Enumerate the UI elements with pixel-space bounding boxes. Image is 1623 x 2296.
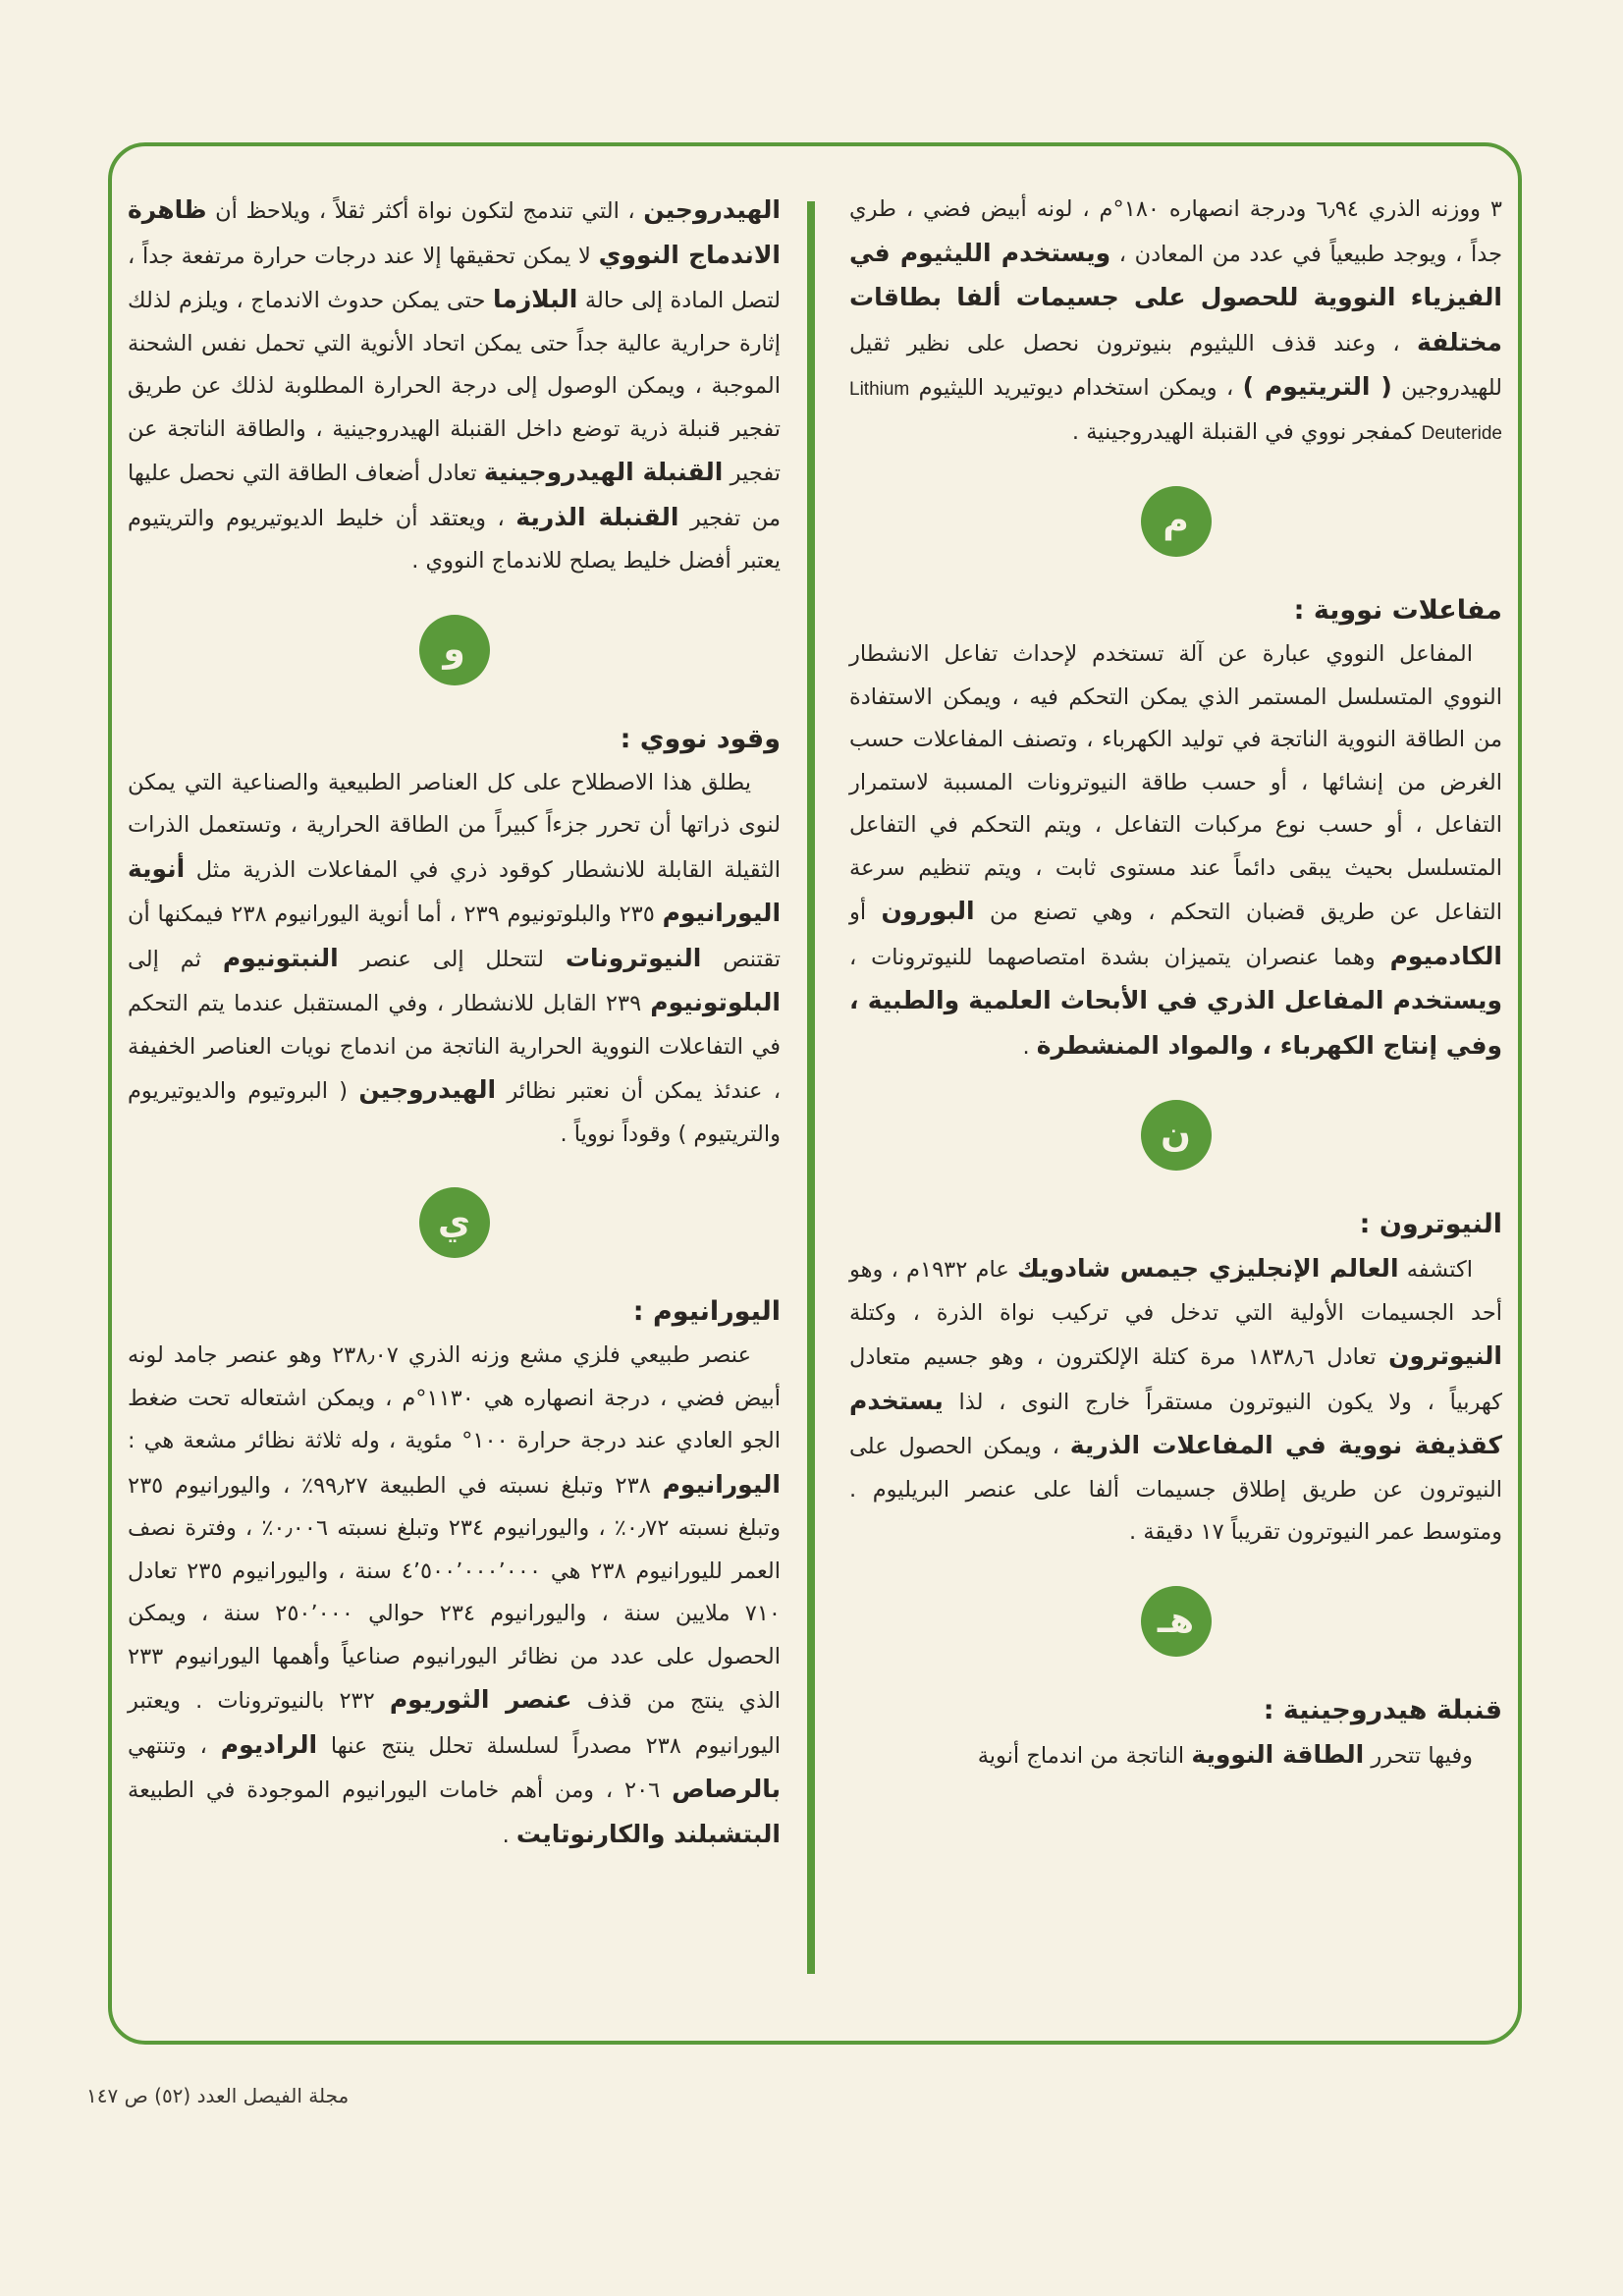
bold-term: البورون	[881, 897, 975, 925]
text-run: ، ويعتقد أن خليط الديوتيريوم والتريتيوم يعتبر أفضل خليط يصلح للاندماج النووي .	[128, 505, 781, 574]
bold-term: بالرصاص	[672, 1775, 781, 1803]
hbomb-paragraph	[849, 1733, 1502, 1778]
text-run: ، التي تندمج لتكون نواة أكثر ثقلاً ، ويلاحظ أن	[206, 198, 644, 224]
letter-badge-icon: و	[419, 615, 490, 685]
section-heading-uranium: اليورانيوم :	[632, 1296, 781, 1327]
text-run: لتتحلل إلى عنصر	[338, 946, 566, 972]
column-divider	[807, 201, 815, 1974]
text-run: ٢٠٦ ، ومن أهم خامات اليورانيوم الموجودة في الطبيعة	[128, 1777, 673, 1803]
text-run: تعادل أضعاف الطاقة التي نحصل عليها من تفجير	[128, 461, 781, 531]
section-heading-hbomb: قنبلة هيدروجينية :	[1263, 1694, 1502, 1725]
reactors-paragraph	[849, 633, 1502, 1068]
letter-badge-icon: م	[1141, 486, 1212, 557]
text-run: لا يمكن تحقيقها إلا عند درجات حرارة مرتفعة جداً ، لتصل المادة إلى حالة	[128, 243, 781, 313]
bold-term: الكادميوم	[1389, 941, 1502, 970]
neutron-paragraph	[849, 1247, 1502, 1555]
bold-term: القنبلة الذرية	[515, 502, 679, 531]
bold-term: أنوية اليورانيوم	[128, 853, 782, 927]
text-run: الناتجة من اندماج أنوية	[977, 1742, 1192, 1769]
bold-term: القنبلة الهيدروجينية	[483, 458, 724, 486]
right-intro-paragraph	[849, 189, 1502, 455]
text-run: تعادل ١٨٣٨٫٦ مرة كتلة الإلكترون ، وهو جسيم متعادل كهربياً ، ولا يكون النيوترون مستقراً خارج النوى ، لذا	[849, 1344, 1502, 1415]
section-badge-wrap	[849, 1068, 1502, 1202]
bold-term: ويستخدم الليثيوم في الفيزياء النووية للحصول على جسيمات ألفا بطاقات مختلفة	[849, 238, 1502, 356]
text-run: وفيها تتحرر	[1364, 1742, 1473, 1769]
bold-term: البتشبلند والكارنوتايت	[515, 1819, 781, 1848]
bold-term: البلازما	[492, 285, 578, 313]
bold-term: الهيدروجين	[358, 1075, 497, 1104]
left-column	[128, 189, 781, 1857]
text-run: حتى يمكن حدوث الاندماج ، ويلزم لذلك إثارة حرارية عالية جداً حتى يمكن اتحاد الأنوية التي تحمل نفس الشحنة الموجبة ، ويمكن الوصول إلى درجة الحرارة المطلوبة لذلك عن طريق تفجير قنبلة ذرية توضع داخل القنبلة الهيدروجينية ، والطاقة الناتجة عن تفجير	[128, 288, 782, 486]
text-run: كمفجر نووي في القنبلة الهيدروجينية .	[1071, 418, 1422, 445]
text-run: أو	[849, 900, 882, 925]
text-run: عنصر طبيعي فلزي مشع وزنه الذري ٢٣٨٫٠٧ وهو عنصر جامد لونه أبيض فضي ، درجة انصهاره هي ١١٣٠°م ، ويمكن اشتعاله تحت ضغط الجو العادي عند درجة حرارة ١٠٠° مئوية ، وله ثلاثة نظائر مشعة هي :	[128, 1342, 781, 1453]
text-run: يطلق هذا الاصطلاح على كل العناصر الطبيعية والصناعية التي يمكن لنوى ذراتها أن تحرر جزءاً كبيراً من الطاقة الحرارية ، وتستعمل الذرات الثقيلة القابلة للانشطار كوقود ذري في المفاعلات الذرية مثل	[128, 769, 781, 883]
bold-term: الراديوم	[220, 1729, 318, 1759]
section-badge-wrap	[128, 1156, 781, 1289]
right-column	[849, 189, 1502, 1777]
bold-term: يستخدم كقذيفة نووية في المفاعلات الذرية	[849, 1386, 1502, 1459]
text-run: عام ١٩٣٢م ، وهو أحد الجسيمات الأولية التي تدخل في تركيب نواة الذرة ، وكتلة	[849, 1257, 1502, 1326]
section-badge-wrap	[849, 455, 1502, 588]
bold-term: الهيدروجين	[643, 195, 781, 224]
text-run: .	[502, 1822, 516, 1848]
bold-term: ويستخدم المفاعل الذري في الأبحاث العلمية والطبية ، وفي إنتاج الكهرباء ، والمواد المنشطرة	[849, 986, 1502, 1060]
bold-term: الطاقة النووية	[1191, 1739, 1365, 1769]
bold-term: النيوترونات	[565, 943, 702, 972]
text-run: ٢٣٥ والبلوتونيوم ٢٣٩ ، أما أنوية اليورانيوم ٢٣٨ فيمكنها أن تقتنص	[128, 902, 781, 972]
text-run: وهما عنصران يتميزان بشدة امتصاصهما للنيوترونات ،	[849, 944, 1390, 970]
section-heading-fuel: وقود نووي :	[620, 723, 781, 754]
text-run: اكتشفه	[1398, 1257, 1473, 1283]
latin-term: Lithium Deuteride	[849, 379, 1502, 444]
bold-term: البلوتونيوم	[650, 988, 781, 1016]
fuel-paragraph	[128, 762, 781, 1157]
section-badge-wrap	[128, 583, 781, 717]
text-run: ٢٣٢ بالنيوترونات . ويعتبر اليورانيوم ٢٣٨ مصدراً لسلسلة تحلل ينتج عنها	[128, 1688, 781, 1759]
letter-badge-icon: ن	[1141, 1100, 1212, 1171]
text-run: .	[1022, 1033, 1037, 1060]
text-run: ( البروتيوم والديوتيريوم والتريتيوم ) وقوداً نووياً .	[128, 1078, 781, 1147]
text-run: ٢٣٩ القابل للانشطار ، وفي المستقبل عندما يتم التحكم في التفاعلات النووية الحرارية الناتجة من اندماج نويات العناصر الخفيفة ، عندئذ يمكن أن نعتبر نظائر	[128, 991, 781, 1104]
bold-term: اليورانيوم	[662, 1469, 781, 1499]
text-run: ٢٣٨ وتبلغ نسبته في الطبيعة ٩٩٫٢٧٪ ، واليورانيوم ٢٣٥ وتبلغ نسبته ٠٫٧٢٪ ، واليورانيوم ٢٣٤ وتبلغ نسبته ٠٫٠٠٦٪ ، وفترة نصف العمر لليورانيوم ٢٣٨ هي ٤٬٥٠٠٬٠٠٠٬٠٠٠ سنة ، واليورانيوم ٢٣٥ تعادل ٧١٠ ملايين سنة ، واليورانيوم ٢٣٤ حوالي ٢٥٠٬٠٠٠ سنة ، ويمكن الحصول على عدد من نظائر اليورانيوم صناعياً وأهمها اليورانيوم ٢٣٣ الذي ينتج من قذف	[128, 1472, 782, 1714]
text-run: ، ويمكن استخدام ديوتيريد الليثيوم	[909, 375, 1243, 401]
letter-badge-icon: ي	[419, 1187, 490, 1258]
section-heading-neutron: النيوترون :	[1359, 1209, 1502, 1239]
bold-term: ظاهرة الاندماج النووي	[128, 195, 782, 269]
bold-term: النبتونيوم	[222, 943, 339, 972]
text-run: ، وعند قذف الليثيوم بنيوترون نحصل على نظير ثقيل للهيدروجين	[849, 330, 1502, 401]
section-badge-wrap	[849, 1555, 1502, 1688]
bold-term: العالم الإنجليزي جيمس شادويك	[1016, 1254, 1399, 1283]
text-run: ثم إلى	[128, 946, 223, 972]
left-intro-paragraph	[128, 189, 781, 583]
text-run: ، وتنتهي	[128, 1732, 221, 1759]
bold-term: النيوترون	[1388, 1341, 1502, 1370]
text-run: المفاعل النووي عبارة عن آلة تستخدم لإحداث تفاعل الانشطار النووي المتسلسل المستمر الذي يمكن التحكم فيه ، ويمكن الاستفادة من الطاقة النووية الناتجة في توليد الكهرباء ، وتصنف المفاعلات حسب الغرض من إنشائها ، أو حسب طاقة النيوترونات المسببة لاستمرار التفاعل ، أو حسب نوع مركبات التفاعل ، ويتم التحكم في التفاعل المتسلسل بحيث يبقى دائماً عند مستوى ثابت ، ويتم تنظيم سرعة التفاعل عن طريق قضبان التحكم ، وهي تصنع من	[849, 641, 1502, 925]
page-footer: مجلة الفيصل العدد (٥٢) ص ١٤٧	[86, 2084, 350, 2107]
bold-term: عنصر الثوريوم	[389, 1685, 572, 1714]
letter-badge-icon: هـ	[1141, 1586, 1212, 1657]
text-run: ٣ ووزنه الذري ٦٫٩٤ ودرجة انصهاره ١٨٠°م ، لونه أبيض فضي ، طري جداً ، ويوجد طبيعياً في عدد من المعادن ،	[849, 196, 1502, 267]
bold-term: ( التريتيوم )	[1242, 372, 1392, 401]
text-run: ، ويمكن الحصول على النيوترون عن طريق إطلاق جسيمات ألفا على عنصر البريليوم . ومتوسط عمر النيوترون تقريباً ١٧ دقيقة .	[849, 1434, 1502, 1545]
uranium-paragraph	[128, 1335, 781, 1857]
section-heading-reactors: مفاعلات نووية :	[1293, 595, 1502, 626]
